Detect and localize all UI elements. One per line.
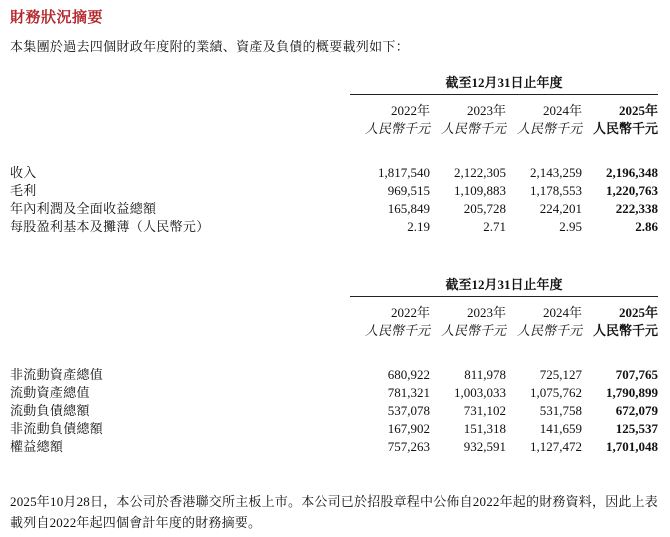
- period-header: 截至12月31日止年度: [445, 75, 563, 90]
- footnote: 2025年10月28日，本公司於香港聯交所主板上市。本公司已於招股章程中公佈自2022年起的財務資料，因此上表載列自2022年起四個會計年度的財務摘要。: [10, 494, 659, 530]
- header-rule: [350, 296, 658, 297]
- table-row: [10, 384, 660, 402]
- year-2024: 2024年: [542, 305, 582, 320]
- table-cell: 222,338: [615, 201, 658, 216]
- table-cell: 531,758: [539, 403, 582, 418]
- currency-2025: 人民幣千元: [592, 121, 658, 136]
- row-label-eps: 每股盈利基本及攤薄（人民幣元）: [10, 219, 210, 234]
- row-label-profit: 年內利潤及全面收益總額: [10, 201, 157, 216]
- year-2024: 2024年: [542, 103, 582, 118]
- row-label-gross-profit: 毛利: [10, 183, 37, 198]
- table-row: [10, 438, 660, 456]
- table-cell: 167,902: [387, 421, 430, 436]
- currency-2022: 人民幣千元: [364, 121, 430, 136]
- currency-2023: 人民幣千元: [440, 121, 506, 136]
- table-cell: 224,201: [539, 201, 582, 216]
- header-rule: [350, 94, 658, 95]
- table-row: [10, 218, 660, 236]
- table-cell: 932,591: [463, 439, 506, 454]
- table-row: [10, 402, 660, 420]
- currency-2022: 人民幣千元: [364, 323, 430, 338]
- year-2022: 2022年: [390, 103, 430, 118]
- row-label-current-liabilities: 流動負債總額: [10, 403, 90, 418]
- table-cell: 680,922: [387, 367, 430, 382]
- period-header: 截至12月31日止年度: [445, 277, 563, 292]
- table-cell: 2.71: [483, 219, 506, 234]
- table-cell: 2,143,259: [530, 165, 582, 180]
- table-cell: 1,003,033: [454, 385, 506, 400]
- table-cell: 781,321: [387, 385, 430, 400]
- table-cell: 151,318: [463, 421, 506, 436]
- table-cell: 757,263: [387, 439, 430, 454]
- intro-text: 本集團於過去四個財政年度附的業績、資產及負債的概要載列如下：: [10, 39, 410, 54]
- table-row: [10, 164, 660, 182]
- table-cell: 2.86: [635, 219, 658, 234]
- period-header-row: [10, 74, 660, 92]
- table-cell: 707,765: [615, 367, 658, 382]
- table-cell: 537,078: [387, 403, 430, 418]
- year-2025: 2025年: [618, 305, 658, 320]
- table-cell: 731,102: [463, 403, 506, 418]
- currency-row: [10, 322, 660, 340]
- table-cell: 1,109,883: [454, 183, 506, 198]
- table-row: [10, 182, 660, 200]
- row-label-noncurrent-liabilities: 非流動負債總額: [10, 421, 104, 436]
- table-cell: 672,079: [615, 403, 658, 418]
- table-cell: 1,075,762: [530, 385, 582, 400]
- year-2025: 2025年: [618, 103, 658, 118]
- table-row: [10, 200, 660, 218]
- period-header-row: [10, 276, 660, 294]
- row-label-revenue: 收入: [10, 165, 37, 180]
- table-cell: 1,178,553: [530, 183, 582, 198]
- table-cell: 1,701,048: [606, 439, 658, 454]
- table-cell: 811,978: [464, 367, 506, 382]
- table-row: [10, 420, 660, 438]
- row-label-total-equity: 權益總額: [10, 439, 64, 454]
- section-title: 財務狀況摘要: [10, 10, 104, 26]
- table-cell: 2,196,348: [606, 165, 658, 180]
- table-row: [10, 366, 660, 384]
- table-cell: 165,849: [387, 201, 430, 216]
- table-cell: 205,728: [463, 201, 506, 216]
- year-row: [10, 304, 660, 322]
- table-cell: 1,220,763: [606, 183, 658, 198]
- currency-2025: 人民幣千元: [592, 323, 658, 338]
- table-cell: 2.19: [407, 219, 430, 234]
- table-cell: 1,817,540: [378, 165, 430, 180]
- table-cell: 2,122,305: [454, 165, 506, 180]
- results-table: [10, 74, 660, 236]
- currency-2024: 人民幣千元: [516, 121, 582, 136]
- assets-table: [10, 276, 660, 456]
- currency-2024: 人民幣千元: [516, 323, 582, 338]
- table-cell: 2.95: [559, 219, 582, 234]
- table-cell: 1,127,472: [530, 439, 582, 454]
- table-cell: 141,659: [539, 421, 582, 436]
- currency-2023: 人民幣千元: [440, 323, 506, 338]
- year-row: [10, 102, 660, 120]
- table-cell: 969,515: [387, 183, 430, 198]
- year-2022: 2022年: [390, 305, 430, 320]
- row-label-current-assets: 流動資產總值: [10, 385, 90, 400]
- table-cell: 725,127: [539, 367, 582, 382]
- currency-row: [10, 120, 660, 138]
- row-label-noncurrent-assets: 非流動資產總值: [10, 367, 104, 382]
- year-2023: 2023年: [466, 305, 506, 320]
- table-cell: 1,790,899: [606, 385, 658, 400]
- year-2023: 2023年: [466, 103, 506, 118]
- table-cell: 125,537: [615, 421, 658, 436]
